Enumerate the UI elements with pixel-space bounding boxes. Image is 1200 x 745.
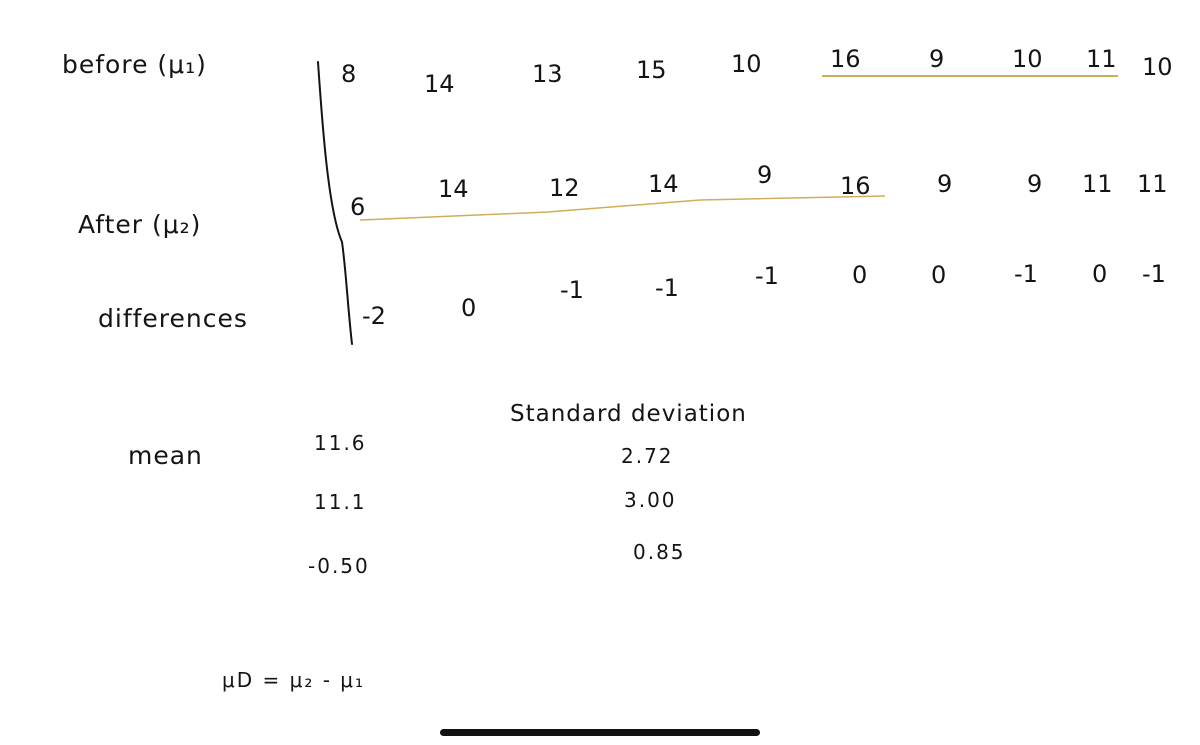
after-value: 9 [757, 161, 773, 189]
standard-deviation-label: Standard deviation [510, 401, 747, 427]
difference-value: 0 [1092, 260, 1108, 288]
difference-value: -1 [1014, 260, 1038, 288]
label-after: After (μ₂) [78, 210, 202, 239]
formula-text: μD = μ₂ - μ₁ [222, 668, 366, 692]
after-value: 12 [549, 174, 580, 202]
before-value: 13 [532, 60, 563, 88]
before-value: 9 [929, 45, 945, 73]
after-value: 14 [438, 175, 469, 203]
home-indicator-bar[interactable] [440, 729, 760, 736]
difference-value: -1 [755, 262, 779, 290]
difference-value: -2 [362, 302, 386, 330]
before-value: 15 [636, 56, 667, 84]
label-differences: differences [98, 304, 248, 333]
mean-value-after: 11.1 [314, 490, 367, 514]
difference-value: 0 [461, 294, 477, 322]
before-value: 8 [341, 60, 357, 88]
before-value: 11 [1086, 45, 1117, 73]
after-value: 11 [1137, 170, 1168, 198]
sd-value-before: 2.72 [621, 444, 674, 468]
mean-label: mean [128, 441, 203, 470]
sd-value-difference: 0.85 [633, 540, 686, 564]
after-value: 6 [350, 193, 366, 221]
mean-value-before: 11.6 [314, 431, 367, 455]
after-value: 9 [937, 170, 953, 198]
before-value: 14 [424, 70, 455, 98]
before-value: 10 [1012, 45, 1043, 73]
label-before: before (μ₁) [62, 50, 207, 79]
difference-value: -1 [655, 274, 679, 302]
difference-value: 0 [852, 261, 868, 289]
after-value: 14 [648, 170, 679, 198]
after-value: 11 [1082, 170, 1113, 198]
before-value: 16 [830, 45, 861, 73]
difference-value: -1 [560, 276, 584, 304]
after-value: 16 [840, 172, 871, 200]
difference-value: 0 [931, 261, 947, 289]
after-value: 9 [1027, 170, 1043, 198]
difference-value: -1 [1142, 260, 1166, 288]
before-value: 10 [1142, 53, 1173, 81]
sd-value-after: 3.00 [624, 488, 677, 512]
mean-value-difference: -0.50 [308, 554, 370, 578]
before-value: 10 [731, 50, 762, 78]
